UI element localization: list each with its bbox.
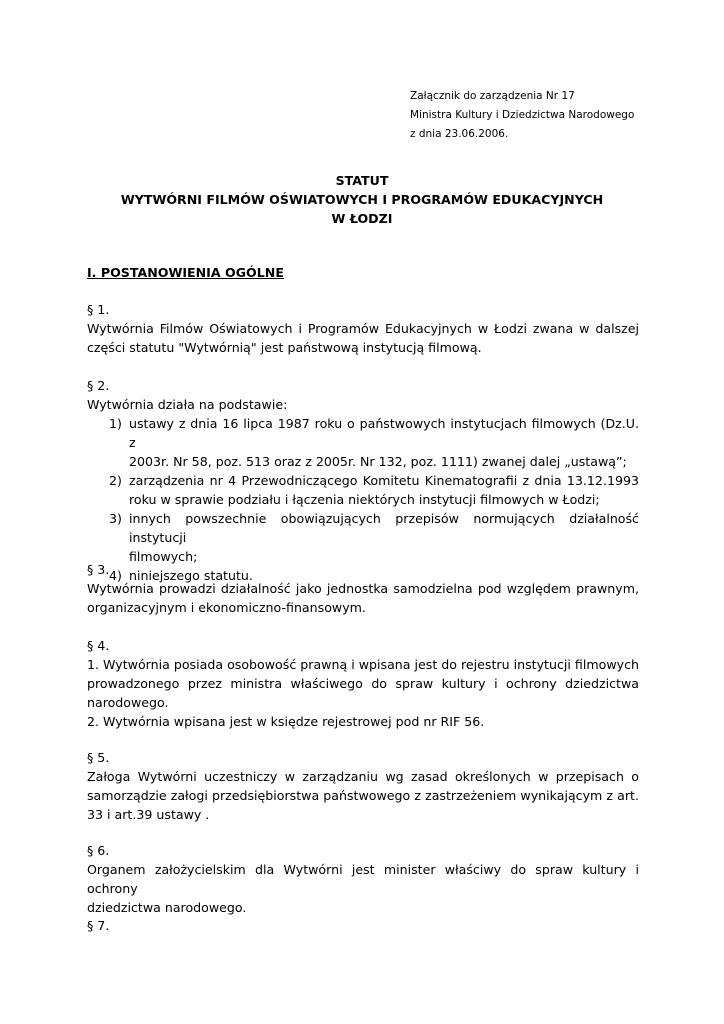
list-item-number: 4)	[109, 568, 122, 583]
paragraph-text-line: Wytwórnia Filmów Oświatowych i Programów Edukacyjnych w Łodzi zwana w dalszej	[87, 321, 639, 336]
list-item-line: zarządzenia nr 4 Przewodniczącego Komitetu Kinematografii z dnia 13.12.1993	[129, 473, 639, 488]
list-item	[87, 414, 639, 471]
paragraph-text-line: dziedzictwa narodowego.	[87, 900, 247, 915]
list-item	[87, 471, 639, 509]
paragraph-mark: § 5.	[87, 750, 110, 765]
paragraph-text-line: organizacyjnym i ekonomiczno-finansowym.	[87, 600, 366, 615]
paragraph-text-line: części statutu "Wytwórnią" jest państwową instytucją filmową.	[87, 340, 482, 355]
title-line-3: W ŁODZI	[331, 211, 393, 226]
paragraph-6	[87, 841, 639, 917]
paragraph-7	[87, 916, 639, 935]
paragraph-text-line: Załoga Wytwórni uczestniczy w zarządzaniu wg zasad określonych w przepisach o	[87, 769, 639, 784]
paragraph-mark: § 1.	[87, 302, 110, 317]
section-heading: I. POSTANOWIENIA OGÓLNE	[87, 265, 284, 280]
annex-line-3: z dnia 23.06.2006.	[410, 128, 509, 140]
paragraph-text-line: 33 i art.39 ustawy .	[87, 807, 210, 822]
list-item-line: niniejszego statutu.	[129, 568, 253, 583]
paragraph-text-line: 2. Wytwórnia wpisana jest w księdze rejestrowej pod nr RIF 56.	[87, 714, 485, 729]
paragraph-mark: § 6.	[87, 843, 110, 858]
paragraph-text-line: prowadzonego przez ministra właściwego do spraw kultury i ochrony dziedzictwa	[87, 676, 639, 691]
paragraph-2	[87, 376, 639, 585]
list-item-line: ustawy z dnia 16 lipca 1987 roku o państwowych instytucjach filmowych (Dz.U. z	[129, 416, 639, 450]
paragraph-mark: § 3.	[87, 562, 110, 577]
list-item-number: 2)	[109, 473, 122, 488]
paragraph-3	[87, 560, 639, 617]
paragraph-mark: § 2.	[87, 378, 110, 393]
paragraph-intro: Wytwórnia działa na podstawie:	[87, 397, 288, 412]
annex-line-2: Ministra Kultury i Dziedzictwa Narodowego	[410, 109, 635, 121]
list-item-line: roku w sprawie podziału i łączenia niektórych instytucji filmowych w Łodzi;	[129, 492, 600, 507]
list-item-line: filmowych;	[129, 549, 198, 564]
document-title	[0, 171, 724, 228]
annex-note	[410, 87, 634, 144]
list-item-number: 3)	[109, 511, 122, 526]
annex-line-1: Załącznik do zarządzenia Nr 17	[410, 90, 575, 102]
paragraph-text-line: Organem założycielskim dla Wytwórni jest minister właściwy do spraw kultury i ochrony	[87, 862, 639, 896]
paragraph-5	[87, 748, 639, 824]
list-item-line: 2003r. Nr 58, poz. 513 oraz z 2005r. Nr 132, poz. 1111) zwanej dalej „ustawą”;	[129, 454, 627, 469]
list-item	[87, 509, 639, 566]
paragraph-text-line: 1. Wytwórnia posiada osobowość prawną i wpisana jest do rejestru instytucji filmowych	[87, 657, 639, 672]
paragraph-text-line: Wytwórnia prowadzi działalność jako jednostka samodzielna pod względem prawnym,	[87, 581, 639, 596]
list-item-number: 1)	[109, 416, 122, 431]
paragraph-4	[87, 636, 639, 731]
list-item-line: innych powszechnie obowiązujących przepisów normujących działalność instytucji	[129, 511, 639, 545]
title-line-1: STATUT	[335, 173, 389, 188]
paragraph-mark: § 7.	[87, 918, 110, 933]
paragraph-text-line: samorządzie załogi przedsiębiorstwa państwowego z zastrzeżeniem wynikającym z art.	[87, 788, 639, 803]
paragraph-mark: § 4.	[87, 638, 110, 653]
title-line-2: WYTWÓRNI FILMÓW OŚWIATOWYCH I PROGRAMÓW EDUKACYJNYCH	[120, 192, 604, 207]
paragraph-1	[87, 300, 639, 357]
paragraph-text-line: narodowego.	[87, 695, 169, 710]
